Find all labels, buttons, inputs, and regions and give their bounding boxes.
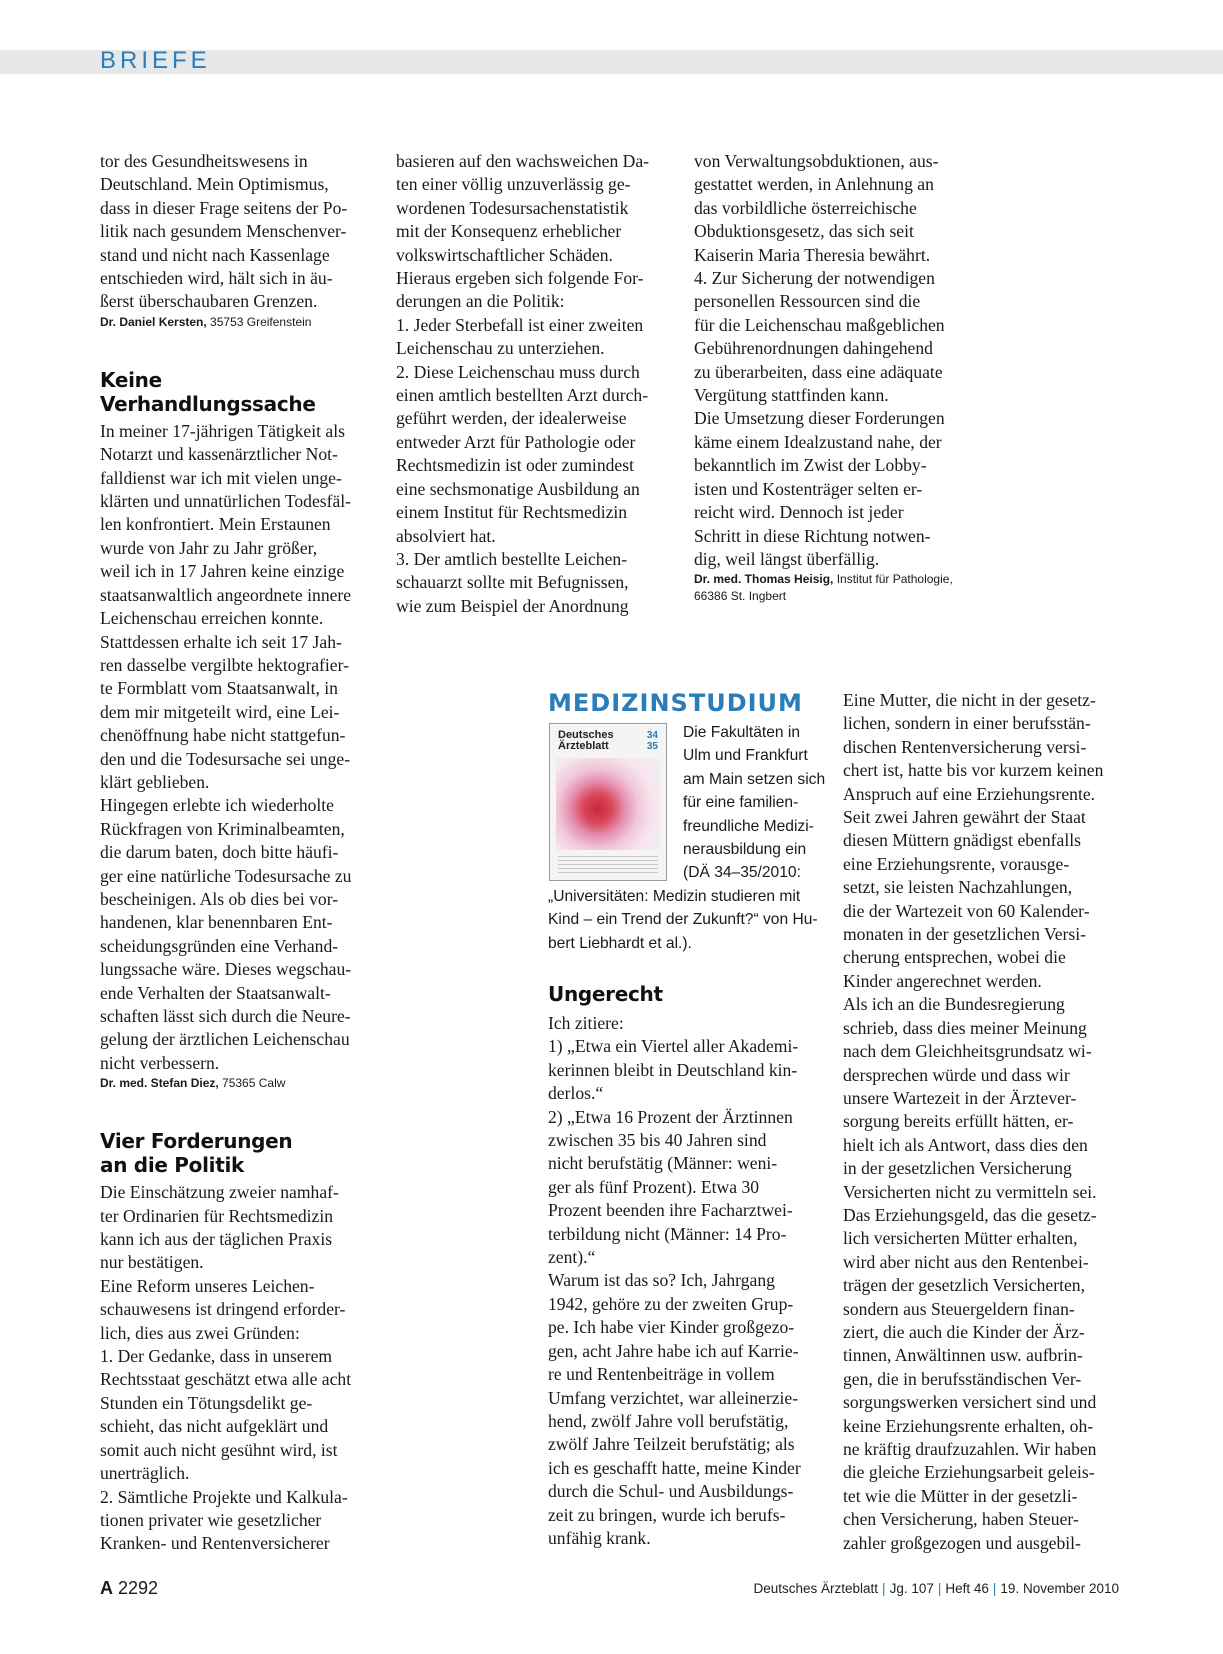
text-line: Eine Reform unseres Leichen- [100, 1275, 315, 1296]
text-line: die der Wartezeit von 60 Kalender- [843, 900, 1090, 921]
text-line: gestattet werden, in Anlehnung an [694, 174, 934, 195]
text-line: chen Versicherung, haben Steuer- [843, 1509, 1079, 1530]
journal-cover-image [549, 723, 667, 881]
text-line: derlos.“ [548, 1083, 604, 1104]
text-line: Leichenschau zu unterziehen. [396, 338, 605, 359]
text-line: Die Einschätzung zweier namhaf- [100, 1182, 339, 1203]
text-line: Vergütung stattfinden kann. [694, 385, 889, 406]
column-5 [843, 689, 1133, 1555]
text-line: sorgungswerken versichert sind und [843, 1392, 1097, 1413]
text-line: 1942, gehöre zu der zweiten Grup- [548, 1293, 794, 1314]
column-1 [100, 150, 380, 1556]
text-line: Prozent beenden ihre Facharztwei- [548, 1200, 793, 1221]
text-line: hend, zwölf Jahre voll berufstätig, [548, 1410, 789, 1431]
footer-journal: Deutsches Ärzteblatt [753, 1581, 879, 1596]
cover-title: Deutsches Ärzteblatt [558, 729, 614, 752]
letter-4-continued [843, 689, 1133, 1555]
text-line: Rechtsmedizin ist oder zumindest [396, 455, 634, 476]
text-line: bekanntlich im Zwist der Lobby- [694, 455, 927, 476]
text-line: Kranken- und Rentenversicherer [100, 1533, 330, 1554]
text-line: stand und nicht nach Kassenlage [100, 244, 330, 265]
text-line: gelung der ärztlichen Leichenschau [100, 1029, 350, 1050]
text-line: den und die Todesursache sei unge- [100, 748, 351, 769]
text-line: unfähig krank. [548, 1527, 651, 1548]
text-line: ziert, die auch die Kinder der Ärz- [843, 1321, 1085, 1342]
heading-line: an die Politik [100, 1153, 245, 1178]
heading-ungerecht: Ungerecht [548, 982, 663, 1006]
footer-separator: | [937, 1581, 942, 1596]
text-line: Stattdessen erhalte ich seit 17 Jah- [100, 631, 342, 652]
text-line: Warum ist das so? Ich, Jahrgang [548, 1270, 775, 1291]
text-line: ten einer völlig unzuverlässig ge- [396, 174, 631, 195]
signature-name: Dr. Daniel Kersten, [100, 314, 207, 329]
signature-place: 75365 Calw [218, 1076, 286, 1091]
text-line: eine sechsmonatige Ausbildung an [396, 478, 640, 499]
text-line: ende Verhalten der Staatsanwalt- [100, 982, 331, 1003]
text-line: Die Umsetzung dieser Forderungen [694, 408, 945, 429]
text-line: wurde von Jahr zu Jahr größer, [100, 537, 318, 558]
heading-line: Vier Forderungen [100, 1129, 293, 1154]
heading-keine-verhandlungssache: Keine Verhandlungssache [100, 367, 316, 416]
text-line: dem mir mitgeteilt wird, eine Lei- [100, 701, 340, 722]
text-line: zwölf Jahre Teilzeit berufstätig; als [548, 1434, 795, 1455]
signature-place: Institut für Pathologie, [833, 572, 953, 587]
text-line: te Formblatt vom Staatsanwalt, in [100, 678, 338, 699]
text-line: Die Fakultäten in [683, 724, 801, 741]
letter-2-body [100, 420, 380, 1075]
text-line: Anspruch auf eine Erziehungsrente. [843, 783, 1096, 804]
text-line: unerträglich. [100, 1463, 190, 1484]
text-line: Seit zwei Jahren gewährt der Staat [843, 807, 1086, 828]
text-line: litik nach gesundem Menschenver- [100, 221, 347, 242]
text-line: cherung entsprechen, wobei die [843, 947, 1066, 968]
text-line: Ich zitiere: [548, 1013, 624, 1033]
signature-place: 66386 St. Ingbert [694, 589, 787, 604]
text-line: pe. Ich habe vier Kinder großgezo- [548, 1317, 795, 1338]
text-line: nach dem Gleichheitsgrundsatz wi- [843, 1041, 1092, 1062]
text-line: Gebührenordnungen dahingehend [694, 338, 933, 359]
text-line: Versicherten nicht zu vermitteln sei. [843, 1181, 1097, 1202]
text-line: In meiner 17-jährigen Tätigkeit als [100, 420, 345, 441]
signature-diez [100, 1075, 380, 1092]
journal-footer [753, 1580, 1119, 1598]
text-line: Rechtsstaat geschätzt etwa alle acht [100, 1369, 352, 1390]
text-line: Hingegen erlebte ich wiederholte [100, 795, 334, 816]
text-line: ger als fünf Prozent). Etwa 30 [548, 1176, 760, 1197]
text-line: Schritt in diese Richtung notwen- [694, 525, 931, 546]
signature-heisig [694, 571, 974, 605]
page-number-value: 2292 [118, 1578, 159, 1598]
text-line: hielt ich als Antwort, dass dies den [843, 1134, 1088, 1155]
text-line: nicht berufstätig (Männer: weni- [548, 1153, 778, 1174]
signature-name: Dr. med. Stefan Diez, [100, 1076, 219, 1091]
text-line: bert Liebhardt et al.). [548, 934, 692, 952]
text-line: unsere Wartezeit in der Ärztever- [843, 1087, 1077, 1108]
text-line: Ulm und Frankfurt [683, 747, 808, 765]
text-line: wie zum Beispiel der Anordnung [396, 595, 629, 616]
text-line: 2) „Etwa 16 Prozent der Ärztinnen [548, 1106, 793, 1127]
text-line: keine Erziehungsrente erhalten, oh- [843, 1415, 1094, 1436]
text-line: zu überarbeiten, dass eine adäquate [694, 361, 943, 382]
text-line: tor des Gesundheitswesens in [100, 151, 308, 171]
text-line: bescheinigen. Als ob dies bei vor- [100, 888, 339, 909]
text-line: 2. Diese Leichenschau muss durch [396, 361, 640, 382]
text-line: ter Ordinarien für Rechtsmedizin [100, 1205, 334, 1226]
text-line: schauwesens ist dringend erforder- [100, 1299, 346, 1320]
text-line: volkswirtschaftlicher Schäden. [396, 244, 613, 265]
text-line: die gleiche Erziehungsarbeit geleis- [843, 1462, 1095, 1483]
text-line: dass in dieser Frage seitens der Po- [100, 197, 348, 218]
text-line: die darum baten, doch bitte häufi- [100, 842, 339, 863]
text-line: Stunden ein Tötungsdelikt ge- [100, 1392, 313, 1413]
text-line: Eine Mutter, die nicht in der gesetz- [843, 690, 1096, 710]
text-line: tinnen, Anwältinnen usw. aufbrin- [843, 1345, 1083, 1366]
text-line: re und Rentenbeiträge in vollem [548, 1364, 775, 1385]
cover-micrograph [556, 758, 660, 850]
text-line: klärten und unnatürlichen Todesfäl- [100, 491, 352, 512]
letter-1-ending [100, 150, 380, 314]
footer-separator: | [992, 1581, 997, 1596]
text-line: mit der Konsequenz erheblicher [396, 221, 622, 242]
text-line: 4. Zur Sicherung der notwendigen [694, 268, 935, 289]
text-line: personellen Ressourcen sind die [694, 291, 921, 312]
text-line: zahler großgezogen und ausgebil- [843, 1532, 1081, 1553]
text-line: am Main setzen sich [683, 770, 826, 788]
text-line: dig, weil längst überfällig. [694, 548, 880, 569]
text-line: zeit zu bringen, wurde ich berufs- [548, 1504, 786, 1525]
section-heading-medizinstudium: MEDIZINSTUDIUM [548, 689, 803, 717]
text-line: lichen, sondern in einer berufsstän- [843, 713, 1091, 734]
article-reference-side [683, 721, 833, 885]
text-line: Das Erziehungsgeld, das die gesetz- [843, 1204, 1097, 1225]
letter-3-end [694, 150, 974, 571]
text-line: Kinder angerechnet werden. [843, 970, 1042, 991]
text-line: setzt, sie leisten Nachzahlungen, [843, 877, 1073, 898]
text-line: wird aber nicht aus den Rentenbei- [843, 1251, 1089, 1272]
text-line: diesen Müttern gnädigst ebenfalls [843, 830, 1081, 851]
text-line: derungen an die Politik: [396, 291, 565, 312]
text-line: absolviert hat. [396, 525, 496, 546]
text-line: Leichenschau erreichen konnte. [100, 608, 324, 629]
text-line: schaften lässt sich durch die Neure- [100, 1006, 351, 1026]
letter-4-body [548, 1012, 838, 1550]
text-line: eine Erziehungsrente, vorausge- [843, 853, 1070, 874]
text-line: ren dasselbe vergilbte hektografier- [100, 654, 349, 675]
text-line: sorgung bereits erfüllt hätten, er- [843, 1111, 1074, 1132]
text-line: Deutschland. Mein Optimismus, [100, 174, 329, 195]
text-line: kann ich aus der täglichen Praxis [100, 1229, 333, 1250]
text-line: durch die Schul- und Ausbildungs- [548, 1481, 794, 1502]
letter-3-continued [396, 150, 676, 618]
text-line: len konfrontiert. Mein Erstaunen [100, 514, 331, 535]
text-line: entweder Arzt für Pathologie oder [396, 431, 636, 452]
text-line: weil ich in 17 Jahren keine einzige [100, 561, 345, 582]
text-line: kerinnen bleibt in Deutschland kin- [548, 1059, 798, 1080]
footer-date: 19. November 2010 [1000, 1581, 1119, 1596]
text-line: 2. Sämtliche Projekte und Kalkula- [100, 1486, 348, 1507]
text-line: für eine familien- [683, 794, 799, 812]
text-line: 1. Der Gedanke, dass in unserem [100, 1346, 333, 1367]
text-line: zent).“ [548, 1247, 596, 1268]
text-line: von Verwaltungsobduktionen, aus- [694, 151, 939, 171]
column-2 [396, 150, 676, 618]
text-line: 1. Jeder Sterbefall ist einer zweiten [396, 314, 644, 335]
text-line: dersprechen würde und dass wir [843, 1064, 1070, 1085]
heading-vier-forderungen [100, 1129, 380, 1177]
signature-place: 35753 Greifenstein [206, 314, 312, 329]
text-line: einem Institut für Rechtsmedizin [396, 502, 628, 523]
text-line: ger eine natürliche Todesursache zu [100, 865, 352, 886]
text-line: ßerst überschaubaren Grenzen. [100, 291, 318, 312]
text-line: zwischen 35 bis 40 Jahren sind [548, 1130, 767, 1151]
text-line: sondern aus Steuergeldern finan- [843, 1298, 1075, 1319]
text-line: gen, acht Jahre habe ich auf Karrie- [548, 1340, 799, 1361]
column-3 [694, 150, 974, 605]
text-line: klärt geblieben. [100, 771, 210, 792]
text-line: gen, die in berufsständischen Ver- [843, 1368, 1082, 1389]
text-line: Kaiserin Maria Theresia bewährt. [694, 244, 931, 265]
text-line: basieren auf den wachsweichen Da- [396, 151, 650, 171]
text-line: „Universitäten: Medizin studieren mit [548, 888, 801, 905]
footer-issue: Heft 46 [945, 1581, 989, 1596]
text-line: schauarzt sollte mit Befugnissen, [396, 572, 629, 593]
text-line: nicht verbessern. [100, 1052, 220, 1073]
text-line: Notarzt und kassenärztlicher Not- [100, 444, 338, 465]
text-line: freundliche Medizi- [683, 817, 814, 835]
footer-volume: Jg. 107 [889, 1581, 934, 1596]
text-line: handenen, klar benennbaren Ent- [100, 912, 333, 933]
text-line: monaten in der gesetzlichen Versi- [843, 924, 1086, 945]
text-line: tet wie die Mütter in der gesetzli- [843, 1485, 1078, 1506]
signature-name: Dr. med. Thomas Heisig, [694, 572, 834, 587]
signature-kersten [100, 314, 380, 331]
cover-issue [647, 730, 658, 752]
text-line: ich es geschafft hatte, meine Kinder [548, 1457, 801, 1478]
text-line: (DÄ 34–35/2010: [683, 864, 801, 882]
text-line: Obduktionsgesetz, das sich seit [694, 221, 914, 242]
text-line: staatsanwaltlich angeordnete innere [100, 584, 352, 605]
text-line: in der gesetzlichen Versicherung [843, 1158, 1072, 1179]
text-line: schieht, das nicht aufgeklärt und [100, 1416, 329, 1437]
cover-issue-number: 34 [646, 730, 658, 741]
article-reference-full [548, 885, 838, 955]
text-line: terbildung nicht (Männer: 14 Pro- [548, 1223, 787, 1244]
letter-3-body [100, 1181, 380, 1556]
text-line: das vorbildliche österreichische [694, 197, 917, 218]
column-4 [548, 982, 838, 1550]
text-line: lungssache wäre. Dieses wegschau- [100, 959, 352, 980]
text-line: lich versicherten Mütter erhalten, [843, 1228, 1078, 1249]
text-line: ne kräftig draufzuzahlen. Wir haben [843, 1439, 1097, 1459]
footer-separator: | [882, 1581, 886, 1596]
text-line: tionen privater wie gesetzlicher [100, 1509, 322, 1530]
text-line: somit auch nicht gesühnt wird, ist [100, 1439, 338, 1460]
text-line: nur bestätigen. [100, 1252, 204, 1273]
text-line: für die Leichenschau maßgeblichen [694, 314, 945, 335]
text-line: wordenen Todesursachenstatistik [396, 197, 629, 218]
text-line: schrieb, dass dies meiner Meinung [843, 1017, 1087, 1038]
text-line: chert ist, hatte bis vor kurzem keinen [843, 760, 1104, 781]
text-line: scheidungsgründen eine Verhand- [100, 935, 339, 956]
text-line: käme einem Idealzustand nahe, der [694, 431, 942, 452]
text-line: Kind – ein Trend der Zukunft?“ von Hu- [548, 911, 818, 929]
text-line: geführt werden, der idealerweise [396, 408, 627, 429]
text-line: lich, dies aus zwei Gründen: [100, 1322, 300, 1343]
cover-text-lines [558, 856, 658, 876]
page-number [100, 1577, 158, 1599]
text-line: entschieden wird, hält sich in äu- [100, 268, 333, 289]
text-line: einen amtlich bestellten Arzt durch- [396, 385, 649, 406]
text-line: 1) „Etwa ein Viertel aller Akademi- [548, 1036, 799, 1057]
text-line: Hieraus ergeben sich folgende For- [396, 268, 644, 289]
text-line: trägen der gesetzlich Versicherten, [843, 1275, 1085, 1296]
text-line: falldienst war ich mit vielen unge- [100, 467, 342, 488]
text-line: Als ich an die Bundesregierung [843, 994, 1065, 1015]
text-line: Rückfragen von Kriminalbeamten, [100, 818, 345, 839]
text-line: chenöffnung habe nicht stattgefun- [100, 725, 346, 746]
cover-issue-number: 35 [646, 741, 658, 752]
section-label: BRIEFE [100, 47, 211, 74]
text-line: nerausbildung ein [683, 841, 807, 859]
page-prefix: A [100, 1578, 113, 1598]
text-line: dischen Rentenversicherung versi- [843, 736, 1087, 757]
text-line: isten und Kostenträger selten er- [694, 478, 923, 499]
text-line: reicht wird. Dennoch ist jeder [694, 502, 904, 523]
text-line: 3. Der amtlich bestellte Leichen- [396, 548, 628, 569]
text-line: Umfang verzichtet, war alleinerzie- [548, 1387, 799, 1408]
